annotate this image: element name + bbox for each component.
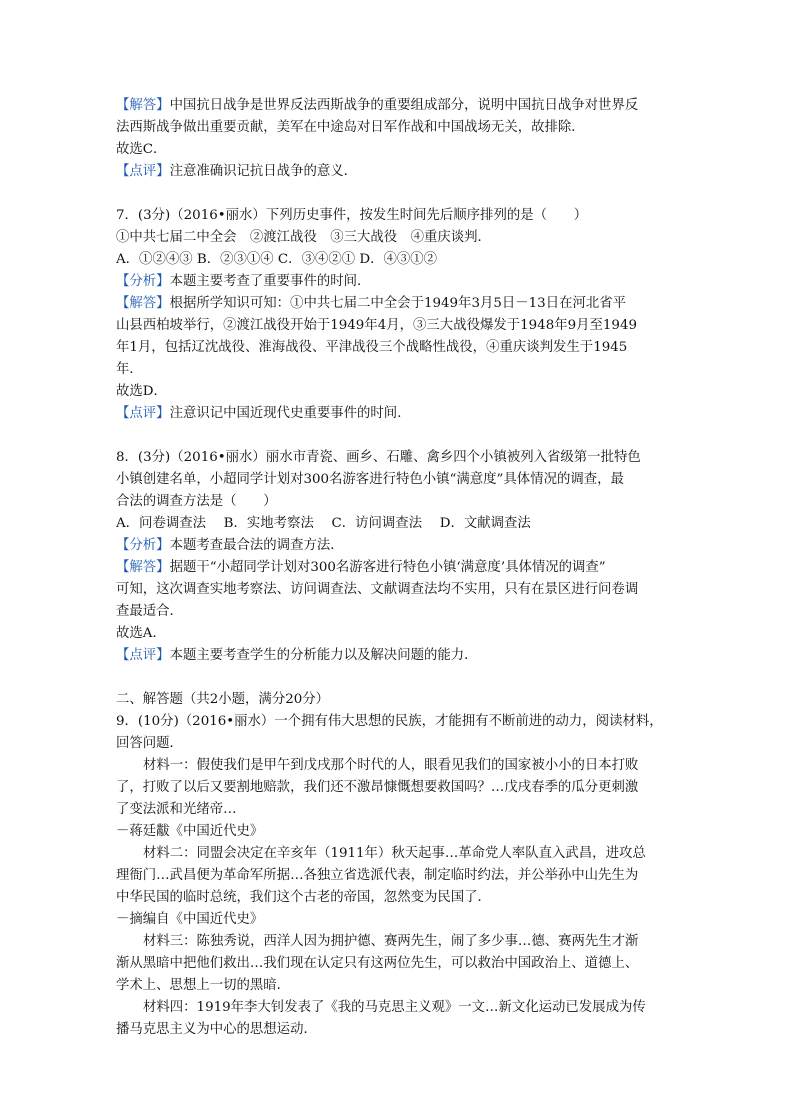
q7-jieda-line-1	[116, 293, 686, 315]
q9-material-3-line-2: 渐从黑暗中把他们救出…我们现在认定只有这两位先生，可以救治中国政治上、道德上、	[116, 956, 639, 971]
answer-content	[116, 95, 686, 1041]
section-title: 二、解答题（共2小题，满分20分）	[116, 692, 330, 707]
jieda-tag: 【解答】	[116, 296, 170, 311]
q9-material-2-line-2: 理衙门…武昌便为革命军所据…各独立省选派代表，制定临时约法，并公举孙中山先生为	[116, 868, 639, 883]
q6-jieda-line-2: 法西斯战争做出重要贡献，美军在中途岛对日军作战和中国战场无关，故排除．	[116, 120, 585, 135]
spacer	[116, 667, 686, 689]
q7-items: ①中共七届二中全会 ②渡江战役 ③三大战役 ④重庆谈判．	[116, 230, 491, 245]
q7-fenxi-text: 本题主要考查了重要事件的时间．	[169, 274, 371, 289]
dianping-tag: 【点评】	[116, 164, 170, 179]
spacer	[116, 425, 686, 447]
q9-stem-line-1: 9．(10分)（2016•丽水）一个拥有伟大思想的民族，才能拥有不断前进的动力，阅读材料，	[116, 714, 663, 729]
q7-stem: 7．(3分)（2016•丽水）下列历史事件，按发生时间先后顺序排列的是（ ）	[116, 208, 588, 223]
q8-jieda-line-3: 查最适合．	[116, 604, 183, 619]
q8-dianping	[116, 645, 686, 667]
q8-answer: 故选A．	[116, 626, 166, 641]
q6-jieda-text-1: 中国抗日战争是世界反法西斯战争的重要组成部分，说明中国抗日战争对世界反	[169, 98, 639, 113]
q9-material-3-line-1: 材料三：陈独秀说，西洋人因为拥护德、赛两先生，闹了多少事…德、赛两先生才渐	[143, 934, 639, 949]
q8-jieda-line-2: 可知，这次调查实地考察法、访问调查法、文献调查法均不实用，只有在景区进行问卷调	[116, 582, 639, 597]
q6-dianping-text: 注意准确识记抗日战争的意义．	[169, 164, 358, 179]
q6-dianping	[116, 161, 686, 183]
fenxi-tag: 【分析】	[116, 538, 170, 553]
q7-dianping-text: 注意识记中国近现代史重要事件的时间．	[169, 406, 411, 421]
q9-material-4-line-2: 播马克思主义为中心的思想运动．	[116, 1022, 317, 1037]
q9-material-3-line-3: 学术上、思想上一切的黑暗．	[116, 978, 291, 993]
q7-dianping	[116, 403, 686, 425]
q8-fenxi	[116, 535, 686, 557]
fenxi-tag: 【分析】	[116, 274, 170, 289]
jieda-tag: 【解答】	[116, 98, 170, 113]
q9-material-1-source: －蒋廷黻《中国近代史》	[116, 824, 264, 839]
q8-fenxi-text: 本题考查最合法的调查方法．	[169, 538, 344, 553]
q9-material-2-source: －摘编自《中国近代史》	[116, 912, 264, 927]
spacer	[116, 183, 686, 205]
q8-stem-line-2: 小镇创建名单，小超同学计划对300名游客进行特色小镇“满意度”具体情况的调查，最	[116, 472, 624, 487]
q8-jieda-text-1: 据题干“小超同学计划对300名游客进行特色小镇‘满意度’具体情况的调查”	[169, 560, 606, 575]
q7-options: A．①②④③ B．②③①④ C．③④②① D．④③①②	[116, 252, 438, 267]
q8-dianping-text: 本题主要考查学生的分析能力以及解决问题的能力．	[169, 648, 478, 663]
q7-jieda-line-2: 山县西柏坡举行，②渡江战役开始于1949年4月，③三大战役爆发于1948年9月至1949	[116, 318, 637, 333]
q8-stem-line-1: 8．(3分)（2016•丽水）丽水市青瓷、画乡、石雕、禽乡四个小镇被列入省级第一批特色	[116, 450, 641, 465]
q9-material-2-line-3: 中华民国的临时总统，我们这个古老的帝国，忽然变为民国了．	[116, 890, 491, 905]
q9-material-2-line-1: 材料二：同盟会决定在辛亥年（1911年）秋天起事…革命党人率队直入武昌，进攻总	[143, 846, 646, 861]
q9-material-4-line-1: 材料四：1919年李大钊发表了《我的马克思主义观》一文…新文化运动已发展成为传	[143, 1000, 646, 1015]
q9-stem-line-2: 回答问题．	[116, 736, 183, 751]
q8-options: A．问卷调查法 B．实地考察法 C．访问调查法 D．文献调查法	[116, 516, 531, 531]
dianping-tag: 【点评】	[116, 648, 170, 663]
q8-stem-line-3: 合法的调查方法是（ ）	[116, 494, 277, 509]
jieda-tag: 【解答】	[116, 560, 170, 575]
q6-answer: 故选C．	[116, 142, 167, 157]
q7-jieda-line-3: 年1月，包括辽沈战役、淮海战役、平津战役三个战略性战役，④重庆谈判发生于1945	[116, 340, 628, 355]
q8-jieda-line-1	[116, 557, 686, 579]
q7-jieda-line-4: 年．	[116, 362, 143, 377]
q6-jieda-line-1	[116, 95, 686, 117]
q7-answer: 故选D．	[116, 384, 167, 399]
q9-material-1-line-1: 材料一：假使我们是甲午到戊戌那个时代的人，眼看见我们的国家被小小的日本打败	[143, 758, 639, 773]
q9-material-1-line-2: 了，打败了以后又要割地赔款，我们还不激昂慷慨想要救国吗？…戊戌春季的瓜分更刺激	[116, 780, 639, 795]
q7-fenxi	[116, 271, 686, 293]
dianping-tag: 【点评】	[116, 406, 170, 421]
q7-jieda-text-1: 根据所学知识可知：①中共七届二中全会于1949年3月5日－13日在河北省平	[169, 296, 627, 311]
q9-material-1-line-3: 了变法派和光绪帝…	[116, 802, 237, 817]
